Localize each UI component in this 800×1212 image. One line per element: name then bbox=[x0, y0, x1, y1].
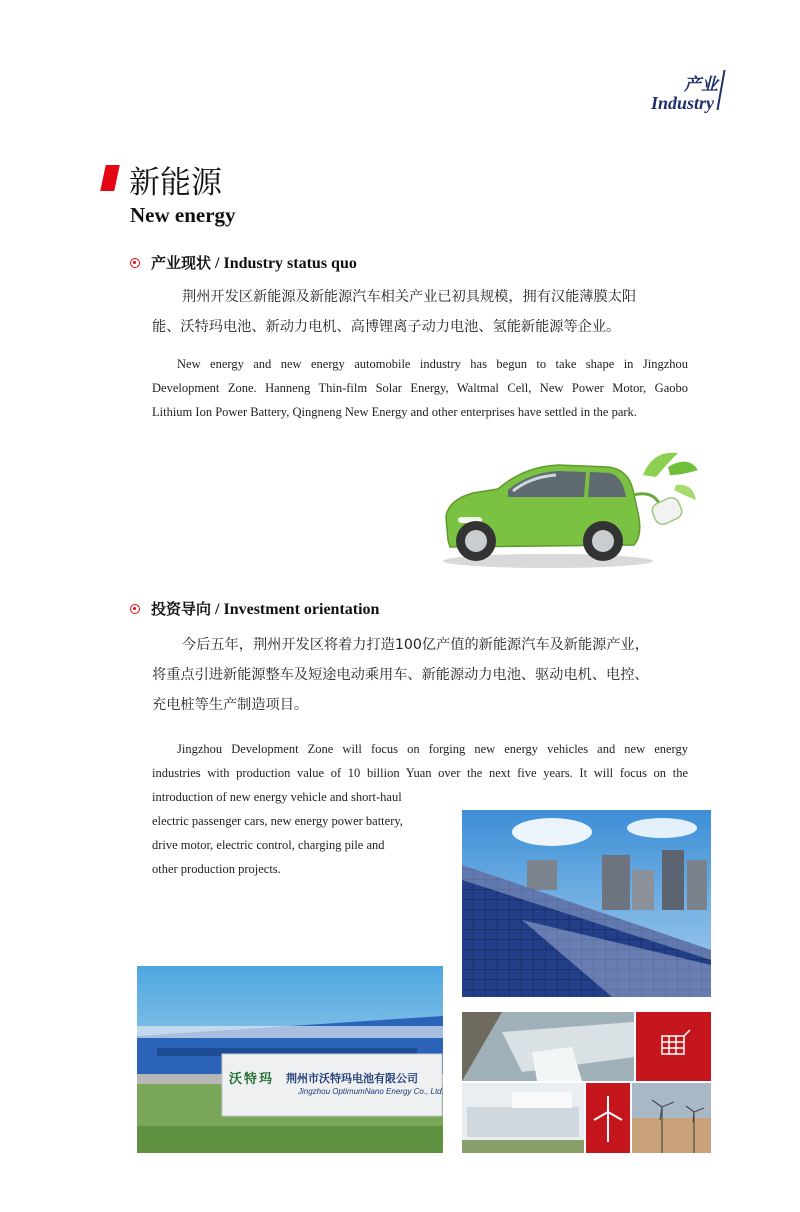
factory-sign-name-cn: 荆州市沃特玛电池有限公司 bbox=[286, 1072, 418, 1085]
solar-panels-photo bbox=[462, 810, 711, 997]
header-tag-en: Industry bbox=[651, 93, 715, 113]
cn-line: 能、沃特玛电池、新动力电机、高博锂离子动力电池、氢能新能源等企业。 bbox=[152, 319, 621, 335]
factory-sign-logo: 沃特玛 bbox=[229, 1072, 275, 1087]
section-heading-en: Industry status quo bbox=[223, 255, 357, 272]
cn-line: 今后五年，荆州开发区将着力打造100亿产值的新能源汽车及新能源产业， bbox=[182, 637, 649, 653]
section-heading-status bbox=[151, 252, 357, 273]
header-tag-cn: 产业 bbox=[684, 75, 718, 95]
car-hub-front bbox=[465, 530, 487, 552]
cn-line: 充电桩等生产制造项目。 bbox=[152, 697, 309, 713]
section-heading-cn: 产业现状 bbox=[151, 254, 212, 272]
section-heading-investment bbox=[151, 598, 379, 619]
leaf-icon bbox=[674, 485, 696, 500]
electric-car-image bbox=[438, 445, 703, 570]
cn-line: 荆州开发区新能源及新能源汽车相关产业已初具规模，拥有汉能薄膜太阳 bbox=[182, 289, 637, 305]
cn-line: 将重点引进新能源整车及短途电动乘用车、新能源动力电池、驱动电机、电控、 bbox=[152, 667, 649, 683]
section-heading-sep: / bbox=[211, 601, 224, 618]
section-heading-cn: 投资导向 bbox=[151, 600, 212, 618]
en-line: Jingzhou Development Zone will focus on forging new energy vehicles and new energy bbox=[177, 742, 688, 756]
en-line: New energy and new energy automobile industry has begun to take shape in Jingzhou bbox=[177, 357, 688, 371]
page-title-en: New energy bbox=[130, 203, 236, 227]
en-line: Development Zone. Hanneng Thin-film Solar Energy, Waltmal Cell, New Power Motor, Gaobo bbox=[152, 381, 688, 395]
leaf-icon bbox=[668, 462, 698, 475]
section-heading-en: Investment orientation bbox=[223, 601, 380, 618]
car-hub-rear bbox=[592, 530, 614, 552]
section-bullet-icon bbox=[130, 604, 140, 614]
factory-photo bbox=[137, 966, 443, 1153]
section-bullet-icon bbox=[130, 258, 140, 268]
factory-sign-name-en: Jingzhou OptimumNano Energy Co., Ltd. bbox=[298, 1087, 444, 1096]
section-heading-sep: / bbox=[211, 255, 224, 272]
en-line: Lithium Ion Power Battery, Qingneng New Energy and other enterprises have settled in the park. bbox=[152, 405, 637, 419]
energy-collage-photo bbox=[462, 1012, 711, 1153]
page-title-cn: 新能源 bbox=[129, 165, 222, 201]
section-status-en-paragraph bbox=[152, 352, 688, 424]
en-line: drive motor, electric control, charging pile and bbox=[152, 838, 385, 852]
en-line: other production projects. bbox=[152, 862, 281, 876]
title-accent-bar bbox=[100, 165, 120, 191]
en-line: industries with production value of 10 billion Yuan over the next five years. It will focus on the bbox=[152, 766, 688, 780]
en-line: electric passenger cars, new energy power battery, bbox=[152, 814, 403, 828]
section-status-cn-paragraph bbox=[152, 282, 698, 342]
section-investment-cn-paragraph bbox=[152, 630, 698, 720]
en-line: introduction of new energy vehicle and short-haul bbox=[152, 790, 402, 804]
